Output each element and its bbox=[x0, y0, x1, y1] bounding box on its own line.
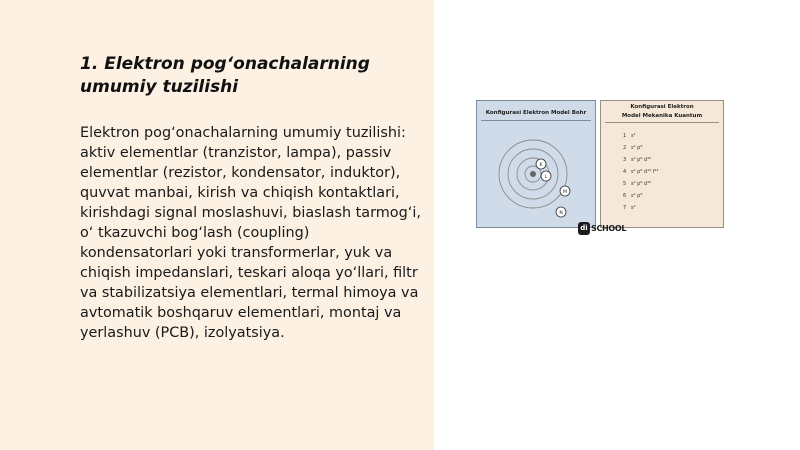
logo-text: SCHOOL bbox=[591, 224, 627, 233]
shell-row: 2 s² p⁶ bbox=[623, 145, 643, 151]
electron-configuration-figure bbox=[476, 100, 726, 230]
orbit-label-k: K bbox=[539, 162, 543, 168]
quantum-model-panel bbox=[600, 100, 724, 228]
logo-mark-icon: di bbox=[578, 222, 590, 235]
shell-row: 3 s² p⁶ d¹⁰ bbox=[623, 157, 652, 163]
quantum-title-divider bbox=[605, 122, 719, 123]
shell-row: 6 s² p⁶ bbox=[623, 193, 643, 199]
shell-row: 5 s² p⁶ d¹⁰ bbox=[623, 181, 652, 187]
bohr-atom-diagram bbox=[477, 120, 595, 228]
orbit-label-m: M bbox=[563, 189, 567, 195]
slide-body-text: Elektron pog‘onachalarning umumiy tuzilishi: aktiv elementlar (tranzistor, lampa), passiv elementlar (rezistor, kondensator, induktor), quvvat manbai, kirish va chiqish kontaktlari, kirishdagi signal moslashuvi, biaslash tarmog‘i, o‘ tkazuvchi bog‘lash (coupling) kondensatorlari yoki transformerlar, yuk va chiqish impedanslari, teskari aloqa yo‘llari, filtr va stabilizatsiya elementlari, termal himoya va avtomatik boshqaruv elementlari, montaj va yerlashuv (PCB), izolyatsiya. bbox=[80, 125, 421, 341]
shell-row: 1 s¹ bbox=[623, 133, 636, 139]
shell-row: 7 s² bbox=[623, 205, 636, 211]
bohr-model-title: Konfigurasi Elektron Model Bohr bbox=[485, 110, 587, 116]
quantum-model-title-line1: Konfigurasi Elektron bbox=[630, 104, 694, 110]
orbit-label-n: N bbox=[559, 210, 563, 216]
bohr-model-panel bbox=[476, 100, 596, 228]
shell-row: 4 s² p⁶ d¹⁰ f¹⁴ bbox=[623, 169, 659, 175]
orbit-label-l: L bbox=[544, 174, 548, 180]
quantum-model-title-line2: Model Mekanika Kuantum bbox=[621, 113, 703, 119]
school-logo bbox=[578, 221, 627, 237]
slide-title: 1. Elektron pog‘onachalarning umumiy tuzilishi bbox=[80, 54, 370, 97]
nucleus bbox=[530, 171, 536, 177]
